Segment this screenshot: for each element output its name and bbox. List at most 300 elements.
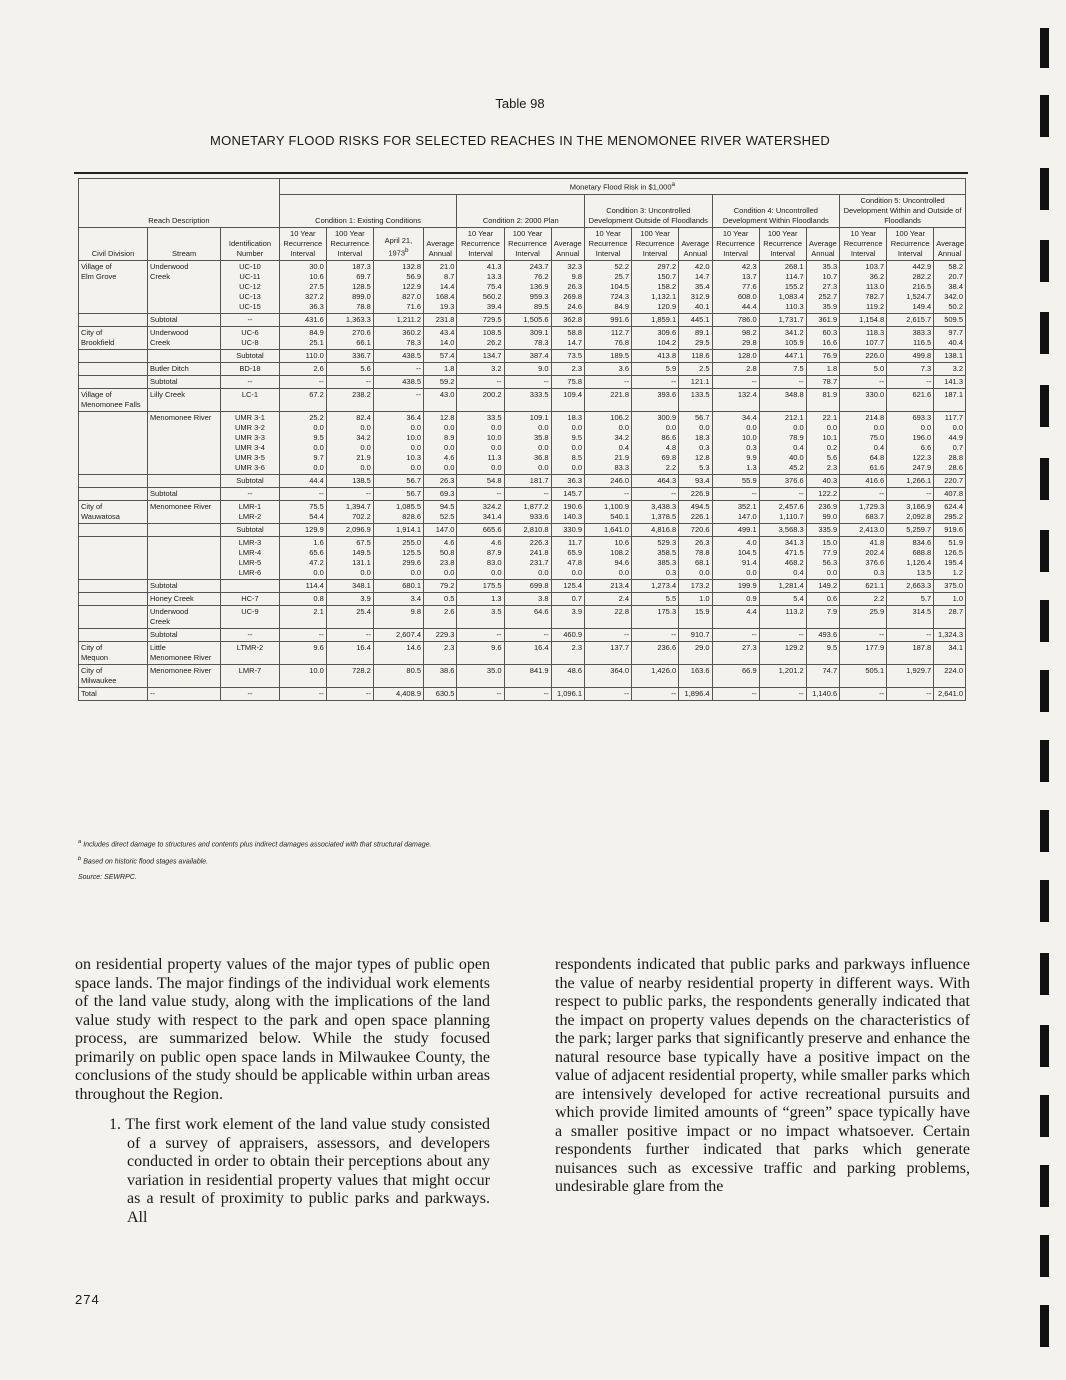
value-cell: 494.5 226.1	[679, 500, 712, 523]
value-cell: 79.2	[424, 579, 457, 592]
value-cell: 693.3 0.0 196.0 6.6 122.3 247.9	[887, 411, 934, 474]
value-cell: 236.6	[632, 641, 679, 664]
value-cell: 42.0 14.7 35.4 312.9 40.1	[679, 260, 712, 313]
value-cell: 82.4 0.0 34.2 0.0 21.9 0.0	[326, 411, 373, 474]
value-cell: 109.1 0.0 35.8 0.0 36.8 0.0	[504, 411, 551, 474]
value-cell: 35.3 10.7 27.3 252.7 35.9	[806, 260, 839, 313]
value-cell: --	[632, 487, 679, 500]
value-cell: 231.8	[424, 313, 457, 326]
value-cell: 52.2 25.7 104.5 724.3 84.9	[585, 260, 632, 313]
value-cell: --	[373, 388, 423, 411]
value-cell: 75.5 54.4	[279, 500, 326, 523]
value-cell: 9.5	[806, 641, 839, 664]
stream-header: Stream	[148, 227, 221, 260]
value-cell: 2,096.9	[326, 523, 373, 536]
value-cell: 137.7	[585, 641, 632, 664]
binding-mark	[1040, 95, 1049, 137]
value-cell: --	[279, 487, 326, 500]
value-cell: 333.5	[504, 388, 551, 411]
value-cell: 41.3 13.3 75.4 560.2 39.4	[457, 260, 504, 313]
monetary-risk-header: Monetary Flood Risk in $1,000$^a$	[279, 179, 965, 195]
value-cell: --	[632, 375, 679, 388]
table-top-rule	[74, 172, 968, 174]
value-cell: 1.8	[806, 362, 839, 375]
binding-mark	[1040, 880, 1049, 922]
stream-cell	[148, 523, 221, 536]
value-cell: 7.5	[759, 362, 806, 375]
value-cell: 630.5	[424, 687, 457, 700]
value-cell: 145.7	[551, 487, 584, 500]
value-cell: 175.5	[457, 579, 504, 592]
value-cell: --	[326, 487, 373, 500]
value-cell: 348.1	[326, 579, 373, 592]
value-cell: 362.8	[551, 313, 584, 326]
value-cell: 324.2 341.4	[457, 500, 504, 523]
value-cell: 35.0	[457, 664, 504, 687]
table-row	[79, 664, 966, 687]
value-cell: 413.8	[632, 349, 679, 362]
value-cell: 7.3	[887, 362, 934, 375]
value-cell: 226.0	[840, 349, 887, 362]
value-cell: 499.8	[887, 349, 934, 362]
civil-division-cell	[79, 411, 148, 474]
value-cell: 9.6	[457, 641, 504, 664]
value-cell: 113.2	[759, 605, 806, 628]
value-cell: 129.2	[759, 641, 806, 664]
value-cell: 529.3 358.5 385.3 0.3	[632, 536, 679, 579]
value-cell: --	[759, 628, 806, 641]
table-row	[79, 487, 966, 500]
value-cell: 505.1	[840, 664, 887, 687]
value-cell: 9.8	[373, 605, 423, 628]
value-cell: 118.3 107.7	[840, 326, 887, 349]
value-cell: 447.1	[759, 349, 806, 362]
value-cell: 51.9 126.5 195.4 1.2	[934, 536, 966, 579]
value-cell: 2.1	[279, 605, 326, 628]
value-cell: 26.3 78.8 68.1 0.0	[679, 536, 712, 579]
average-annual-header: Average Annual	[806, 227, 839, 260]
table-row	[79, 536, 966, 579]
value-cell: 41.8 202.4 376.6 0.3	[840, 536, 887, 579]
table-row	[79, 641, 966, 664]
value-cell: --	[326, 375, 373, 388]
binding-mark	[1040, 600, 1049, 642]
stream-cell: Honey Creek	[148, 592, 221, 605]
value-cell: 3.2	[457, 362, 504, 375]
identification-header: Identification Number	[221, 227, 280, 260]
ten-year-header: 10 Year Recurrence Interval	[457, 227, 504, 260]
value-cell: 173.2	[679, 579, 712, 592]
value-cell: 309.6 104.2	[632, 326, 679, 349]
binding-mark	[1040, 168, 1049, 210]
value-cell: 2.6	[424, 605, 457, 628]
value-cell: 834.6 688.8 1,126.4 13.5	[887, 536, 934, 579]
value-cell: 67.5 149.5 131.1 0.0	[326, 536, 373, 579]
value-cell: 2.6	[279, 362, 326, 375]
value-cell: 1.0	[934, 592, 966, 605]
value-cell: --	[632, 687, 679, 700]
april-1973-header: April 21, 1973$^b$	[373, 227, 423, 260]
value-cell: 118.6	[679, 349, 712, 362]
value-cell: 255.0 125.5 299.6 0.0	[373, 536, 423, 579]
value-cell: 56.7	[373, 474, 423, 487]
value-cell: 16.4	[504, 641, 551, 664]
value-cell: 621.1	[840, 579, 887, 592]
civil-division-cell	[79, 579, 148, 592]
value-cell: 2,413.0	[840, 523, 887, 536]
civil-division-cell: Village of Menomonee Falls	[79, 388, 148, 411]
value-cell: 55.9	[712, 474, 759, 487]
value-cell: 352.1 147.0	[712, 500, 759, 523]
value-cell: 2,641.0	[934, 687, 966, 700]
value-cell: 361.9	[806, 313, 839, 326]
identification-cell	[221, 579, 280, 592]
value-cell: 12.8 0.0 8.9 0.0 4.6 0.0	[424, 411, 457, 474]
value-cell: --	[585, 375, 632, 388]
hundred-year-header: 100 Year Recurrence Interval	[887, 227, 934, 260]
value-cell: 226.9	[679, 487, 712, 500]
value-cell: --	[279, 687, 326, 700]
value-cell: 224.0	[934, 664, 966, 687]
value-cell: --	[504, 628, 551, 641]
value-cell: 786.0	[712, 313, 759, 326]
table-row	[79, 313, 966, 326]
identification-cell: BD-18	[221, 362, 280, 375]
table-row	[79, 628, 966, 641]
value-cell: 141.3	[934, 375, 966, 388]
value-cell: 221.8	[585, 388, 632, 411]
value-cell: --	[759, 375, 806, 388]
identification-cell: UC-10 UC-11 UC-12 UC-13 UC-15	[221, 260, 280, 313]
value-cell: 2.8	[712, 362, 759, 375]
value-cell: 341.3 471.5 468.2 0.4	[759, 536, 806, 579]
value-cell: 387.4	[504, 349, 551, 362]
value-cell: 190.6 140.3	[551, 500, 584, 523]
value-cell: 187.1	[934, 388, 966, 411]
value-cell: 2.5	[679, 362, 712, 375]
civil-division-cell	[79, 313, 148, 326]
binding-mark	[1040, 28, 1049, 68]
value-cell: 330.9	[551, 523, 584, 536]
value-cell: 3.2	[934, 362, 966, 375]
hundred-year-header: 100 Year Recurrence Interval	[632, 227, 679, 260]
value-cell: 243.7 76.2 136.9 959.3 89.5	[504, 260, 551, 313]
value-cell: 341.2 105.9	[759, 326, 806, 349]
value-cell: 2.3	[551, 362, 584, 375]
identification-cell: UC-6 UC-8	[221, 326, 280, 349]
ten-year-header: 10 Year Recurrence Interval	[840, 227, 887, 260]
binding-mark	[1040, 740, 1049, 782]
identification-cell: --	[221, 313, 280, 326]
stream-cell: Underwood Creek	[148, 326, 221, 349]
value-cell: 56.7 0.0 18.3 0.3 12.8 5.3	[679, 411, 712, 474]
value-cell: 117.7 0.0 44.9 0.7 28.8 28.6	[934, 411, 966, 474]
value-cell: 3.9	[326, 592, 373, 605]
stream-cell: Subtotal	[148, 579, 221, 592]
value-cell: 3.8	[504, 592, 551, 605]
value-cell: 66.9	[712, 664, 759, 687]
value-cell: 1,914.1	[373, 523, 423, 536]
value-cell: 621.6	[887, 388, 934, 411]
value-cell: 73.5	[551, 349, 584, 362]
value-cell: 149.2	[806, 579, 839, 592]
value-cell: 122.2	[806, 487, 839, 500]
civil-division-cell	[79, 523, 148, 536]
value-cell: 10.0	[279, 664, 326, 687]
value-cell: 25.2 0.0 9.5 0.0 9.7 0.0	[279, 411, 326, 474]
value-cell: 212.1 0.0 78.9 0.4 40.0 45.2	[759, 411, 806, 474]
value-cell: 3,166.9 2,092.8	[887, 500, 934, 523]
value-cell: 1,140.6	[806, 687, 839, 700]
table-row	[79, 260, 966, 313]
value-cell: 3,438.3 1,378.5	[632, 500, 679, 523]
value-cell: 246.0	[585, 474, 632, 487]
civil-division-header: Civil Division	[79, 227, 148, 260]
civil-division-cell	[79, 592, 148, 605]
stream-cell: Little Menomonee River	[148, 641, 221, 664]
table-row	[79, 605, 966, 628]
stream-cell: --	[148, 687, 221, 700]
value-cell: 25.4	[326, 605, 373, 628]
value-cell: 110.0	[279, 349, 326, 362]
value-cell: 59.2	[424, 375, 457, 388]
stream-cell: Menomonee River	[148, 411, 221, 474]
stream-cell: Subtotal	[148, 487, 221, 500]
binding-mark	[1040, 670, 1049, 712]
binding-mark	[1040, 1165, 1049, 1207]
table-row	[79, 362, 966, 375]
value-cell: 2,607.4	[373, 628, 423, 641]
binding-mark	[1040, 312, 1049, 354]
right-text-column	[555, 956, 970, 1197]
value-cell: --	[840, 487, 887, 500]
hundred-year-header: 100 Year Recurrence Interval	[759, 227, 806, 260]
value-cell: 335.9	[806, 523, 839, 536]
binding-mark	[1040, 1235, 1049, 1277]
value-cell: 34.1	[934, 641, 966, 664]
value-cell: 3.6	[585, 362, 632, 375]
value-cell: 108.5 26.2	[457, 326, 504, 349]
value-cell: 5.7	[887, 592, 934, 605]
value-cell: 15.0 77.9 56.3 0.0	[806, 536, 839, 579]
value-cell: 0.8	[279, 592, 326, 605]
table-row	[79, 349, 966, 362]
left-text-column	[75, 956, 490, 1227]
value-cell: --	[457, 487, 504, 500]
value-cell: 624.4 295.2	[934, 500, 966, 523]
value-cell: 15.9	[679, 605, 712, 628]
value-cell: 200.2	[457, 388, 504, 411]
value-cell: 297.2 150.7 158.2 1,132.1 120.9	[632, 260, 679, 313]
value-cell: 132.4	[712, 388, 759, 411]
value-cell: --	[840, 687, 887, 700]
value-cell: 80.5	[373, 664, 423, 687]
value-cell: --	[279, 628, 326, 641]
stream-cell: Lilly Creek	[148, 388, 221, 411]
value-cell: 680.1	[373, 579, 423, 592]
value-cell: 4.0 104.5 91.4 0.0	[712, 536, 759, 579]
value-cell: 121.1	[679, 375, 712, 388]
value-cell: 132.8 56.9 122.9 827.0 71.6	[373, 260, 423, 313]
value-cell: 9.0	[504, 362, 551, 375]
condition-header: Condition 1: Existing Conditions	[279, 194, 457, 227]
civil-division-cell: Village of Elm Grove	[79, 260, 148, 313]
value-cell: 314.5	[887, 605, 934, 628]
table-row	[79, 326, 966, 349]
binding-mark	[1040, 953, 1049, 995]
table-row	[79, 592, 966, 605]
value-cell: 493.6	[806, 628, 839, 641]
value-cell: 58.2 20.7 38.4 342.0 50.2	[934, 260, 966, 313]
value-cell: --	[504, 487, 551, 500]
value-cell: 336.7	[326, 349, 373, 362]
body-paragraph: on residential property values of the major types of public open space lands. The major findings of the individual work elements of the land value study, along with the implications of the land value study with respect to the park and open space planning process, are summarized below. While the study focused primarily on public open space lands in Milwaukee County, the conclusions of the study should be applicable within urban areas throughout the Region.	[75, 956, 490, 1103]
stream-cell	[148, 536, 221, 579]
value-cell: 1.6 65.6 47.2 0.0	[279, 536, 326, 579]
average-annual-header: Average Annual	[679, 227, 712, 260]
source-note: Source: SEWRPC.	[78, 874, 137, 881]
identification-cell: UMR 3-1 UMR 3-2 UMR 3-3 UMR 3-4 UMR 3-5 UMR 3-6	[221, 411, 280, 474]
stream-cell: Menomonee River	[148, 500, 221, 523]
value-cell: 226.3 241.8 231.7 0.0	[504, 536, 551, 579]
value-cell: --	[712, 687, 759, 700]
footnote-b: $^b$ Based on historic flood stages available.	[78, 856, 209, 866]
identification-cell: HC-7	[221, 592, 280, 605]
value-cell: 93.4	[679, 474, 712, 487]
value-cell: 18.3 0.0 9.5 0.0 8.5 0.0	[551, 411, 584, 474]
value-cell: 0.6	[806, 592, 839, 605]
value-cell: 187.8	[887, 641, 934, 664]
binding-mark	[1040, 1095, 1049, 1137]
civil-division-cell	[79, 349, 148, 362]
value-cell: 128.0	[712, 349, 759, 362]
table-row	[79, 375, 966, 388]
value-cell: 0.9	[712, 592, 759, 605]
civil-division-cell	[79, 474, 148, 487]
value-cell: 1,394.7 702.2	[326, 500, 373, 523]
identification-cell: UC-9	[221, 605, 280, 628]
value-cell: 163.6	[679, 664, 712, 687]
value-cell: 56.7	[373, 487, 423, 500]
value-cell: 1,877.2 933.6	[504, 500, 551, 523]
average-annual-header: Average Annual	[551, 227, 584, 260]
value-cell: 238.2	[326, 388, 373, 411]
value-cell: 36.3	[551, 474, 584, 487]
value-cell: 1,505.6	[504, 313, 551, 326]
civil-division-cell: City of Wauwatosa	[79, 500, 148, 523]
condition-header: Condition 3: Uncontrolled Development Outside of Floodlands	[585, 194, 713, 227]
value-cell: 4,408.9	[373, 687, 423, 700]
stream-cell: Butler Ditch	[148, 362, 221, 375]
value-cell: 509.5	[934, 313, 966, 326]
binding-mark	[1040, 530, 1049, 572]
value-cell: 4,816.8	[632, 523, 679, 536]
value-cell: 44.4	[279, 474, 326, 487]
value-cell: 69.3	[424, 487, 457, 500]
value-cell: --	[887, 628, 934, 641]
value-cell: --	[279, 375, 326, 388]
value-cell: 187.3 69.7 128.5 899.0 78.8	[326, 260, 373, 313]
value-cell: 2.2	[840, 592, 887, 605]
value-cell: 138.1	[934, 349, 966, 362]
value-cell: 1,211.2	[373, 313, 423, 326]
value-cell: 1,154.8	[840, 313, 887, 326]
reach-description-header: Reach Description	[79, 179, 280, 228]
value-cell: 5,259.7	[887, 523, 934, 536]
value-cell: 1,731.7	[759, 313, 806, 326]
binding-mark	[1040, 1305, 1049, 1347]
value-cell: 2.3	[424, 641, 457, 664]
value-cell: 1,085.5 828.6	[373, 500, 423, 523]
value-cell: 74.7	[806, 664, 839, 687]
value-cell: 75.8	[551, 375, 584, 388]
value-cell: 330.0	[840, 388, 887, 411]
value-cell: 21.0 8.7 14.4 168.4 19.3	[424, 260, 457, 313]
average-annual-header: Average Annual	[424, 227, 457, 260]
value-cell: 229.3	[424, 628, 457, 641]
value-cell: 3.5	[457, 605, 504, 628]
identification-cell: Subtotal	[221, 523, 280, 536]
value-cell: 22.1 0.0 10.1 0.2 5.6 2.3	[806, 411, 839, 474]
binding-mark	[1040, 240, 1049, 282]
identification-cell: Subtotal	[221, 474, 280, 487]
value-cell: 393.6	[632, 388, 679, 411]
value-cell: 60.3 16.6	[806, 326, 839, 349]
value-cell: 177.9	[840, 641, 887, 664]
value-cell: --	[585, 487, 632, 500]
value-cell: 1,641.0	[585, 523, 632, 536]
table-row	[79, 687, 966, 700]
stream-cell: Subtotal	[148, 375, 221, 388]
identification-cell: --	[221, 375, 280, 388]
value-cell: 28.7	[934, 605, 966, 628]
value-cell: 300.9 0.0 86.6 4.8 69.8 2.2	[632, 411, 679, 474]
value-cell: 54.8	[457, 474, 504, 487]
value-cell: --	[373, 362, 423, 375]
value-cell: 364.0	[585, 664, 632, 687]
value-cell: 11.7 65.9 47.8 0.0	[551, 536, 584, 579]
table-number: Table 98	[495, 96, 545, 111]
value-cell: 1,201.2	[759, 664, 806, 687]
value-cell: 442.9 282.2 216.5 1,524.7 149.4	[887, 260, 934, 313]
hundred-year-header: 100 Year Recurrence Interval	[504, 227, 551, 260]
civil-division-cell	[79, 628, 148, 641]
value-cell: 22.8	[585, 605, 632, 628]
value-cell: --	[504, 687, 551, 700]
identification-cell: --	[221, 487, 280, 500]
value-cell: 431.6	[279, 313, 326, 326]
value-cell: 27.3	[712, 641, 759, 664]
value-cell: 3.4	[373, 592, 423, 605]
value-cell: 3,568.3	[759, 523, 806, 536]
value-cell: 29.0	[679, 641, 712, 664]
value-cell: 1,363.3	[326, 313, 373, 326]
value-cell: 1,929.7	[887, 664, 934, 687]
ten-year-header: 10 Year Recurrence Interval	[712, 227, 759, 260]
value-cell: 5.4	[759, 592, 806, 605]
identification-cell: Subtotal	[221, 349, 280, 362]
header-row	[79, 179, 966, 195]
value-cell: 919.6	[934, 523, 966, 536]
average-annual-header: Average Annual	[934, 227, 966, 260]
value-cell: --	[712, 487, 759, 500]
value-cell: 309.1 78.3	[504, 326, 551, 349]
civil-division-cell: City of Milwaukee	[79, 664, 148, 687]
value-cell: 36.4 0.0 10.0 0.0 10.3 0.0	[373, 411, 423, 474]
value-cell: 728.2	[326, 664, 373, 687]
value-cell: 30.0 10.6 27.5 327.2 36.3	[279, 260, 326, 313]
value-cell: 1,324.3	[934, 628, 966, 641]
